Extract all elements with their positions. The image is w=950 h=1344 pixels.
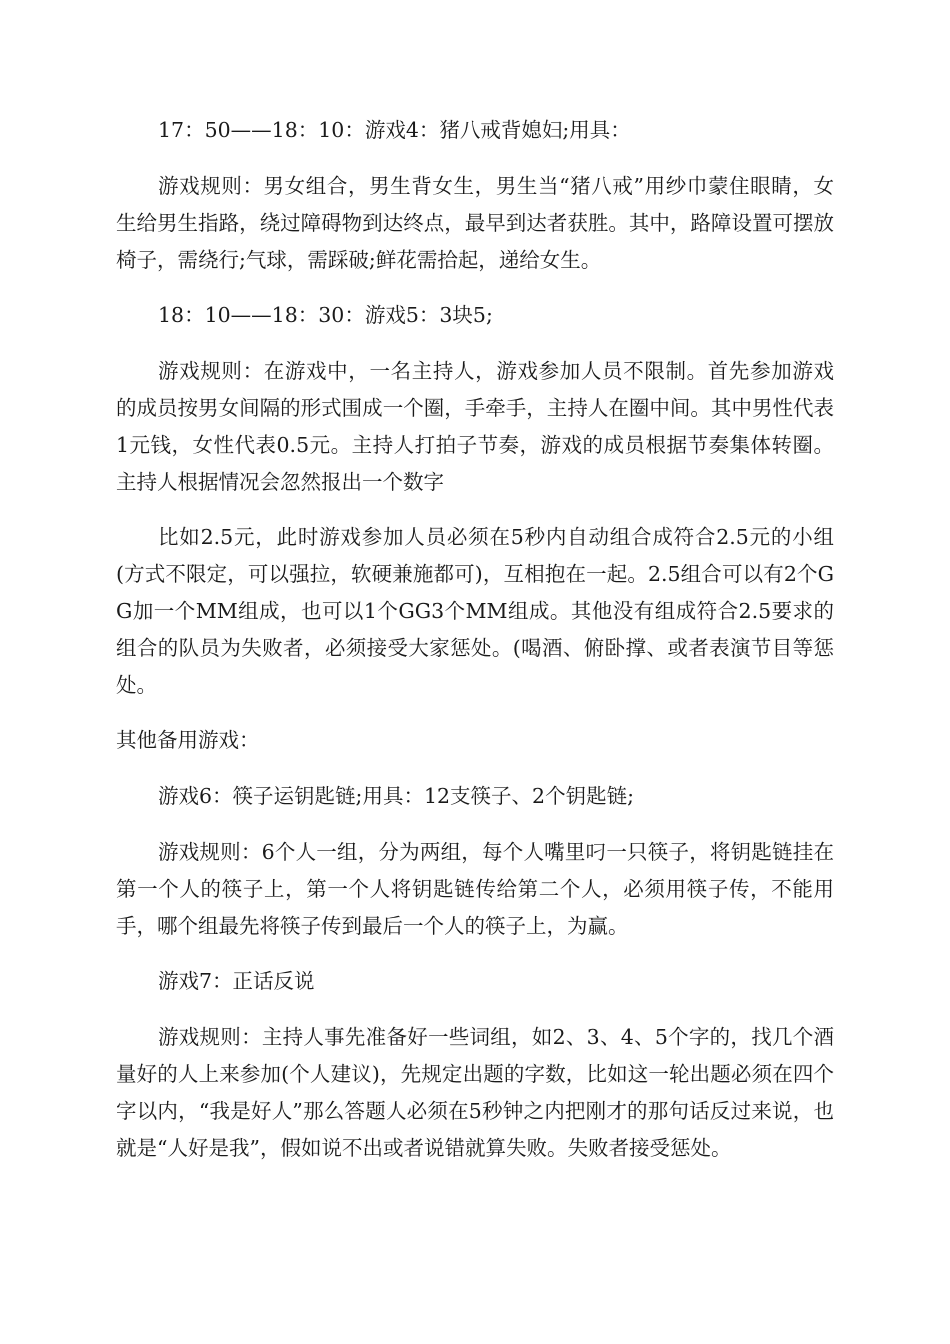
schedule-game-5: 18：10——18：30：游戏5：3块5; [158, 303, 493, 327]
rules-game-6: 游戏规则：6个人一组，分为两组，每个人嘴里叼一只筷子，将钥匙链挂在第一个人的筷子上，第一个人将钥匙链传给第二个人，必须用筷子传，不能用手，哪个组最先将筷子传到最后一个人的筷子上，为赢。 [116, 840, 834, 938]
schedule-game-4: 17：50——18：10：游戏4：猪八戒背媳妇;用具： [158, 118, 631, 142]
game-7-title: 游戏7：正话反说 [158, 969, 315, 993]
game-6-title: 游戏6：筷子运钥匙链;用具：12支筷子、2个钥匙链; [158, 784, 634, 808]
document-page [116, 112, 834, 1185]
other-games-heading: 其他备用游戏： [116, 728, 260, 752]
rules-game-5: 游戏规则：在游戏中，一名主持人，游戏参加人员不限制。首先参加游戏的成员按男女间隔的形式围成一个圈，手牵手，主持人在圈中间。其中男性代表1元钱，女性代表0.5元。主持人打拍子节奏，游戏的成员根据节奏集体转圈。主持人根据情况会忽然报出一个数字 [116, 359, 834, 494]
rules-game-5-continued: 比如2.5元，此时游戏参加人员必须在5秒内自动组合成符合2.5元的小组(方式不限定，可以强拉，软硬兼施都可)，互相抱在一起。2.5组合可以有2个GG加一个MM组成，也可以1个GG3个MM组成。其他没有组成符合2.5要求的组合的队员为失败者，必须接受大家惩处。(喝酒、俯卧撑、或者表演节目等惩处。 [116, 525, 834, 697]
rules-game-7: 游戏规则：主持人事先准备好一些词组，如2、3、4、5个字的，找几个酒量好的人上来参加(个人建议)，先规定出题的字数，比如这一轮出题必须在四个字以内，“我是好人”那么答题人必须在5秒钟之内把刚才的那句话反过来说，也就是“人好是我”，假如说不出或者说错就算失败。失败者接受惩处。 [116, 1025, 834, 1160]
rules-game-4: 游戏规则：男女组合，男生背女生，男生当“猪八戒”用纱巾蒙住眼睛，女生给男生指路，绕过障碍物到达终点，最早到达者获胜。其中，路障设置可摆放椅子，需绕行;气球，需踩破;鲜花需拾起，递给女生。 [116, 174, 834, 272]
